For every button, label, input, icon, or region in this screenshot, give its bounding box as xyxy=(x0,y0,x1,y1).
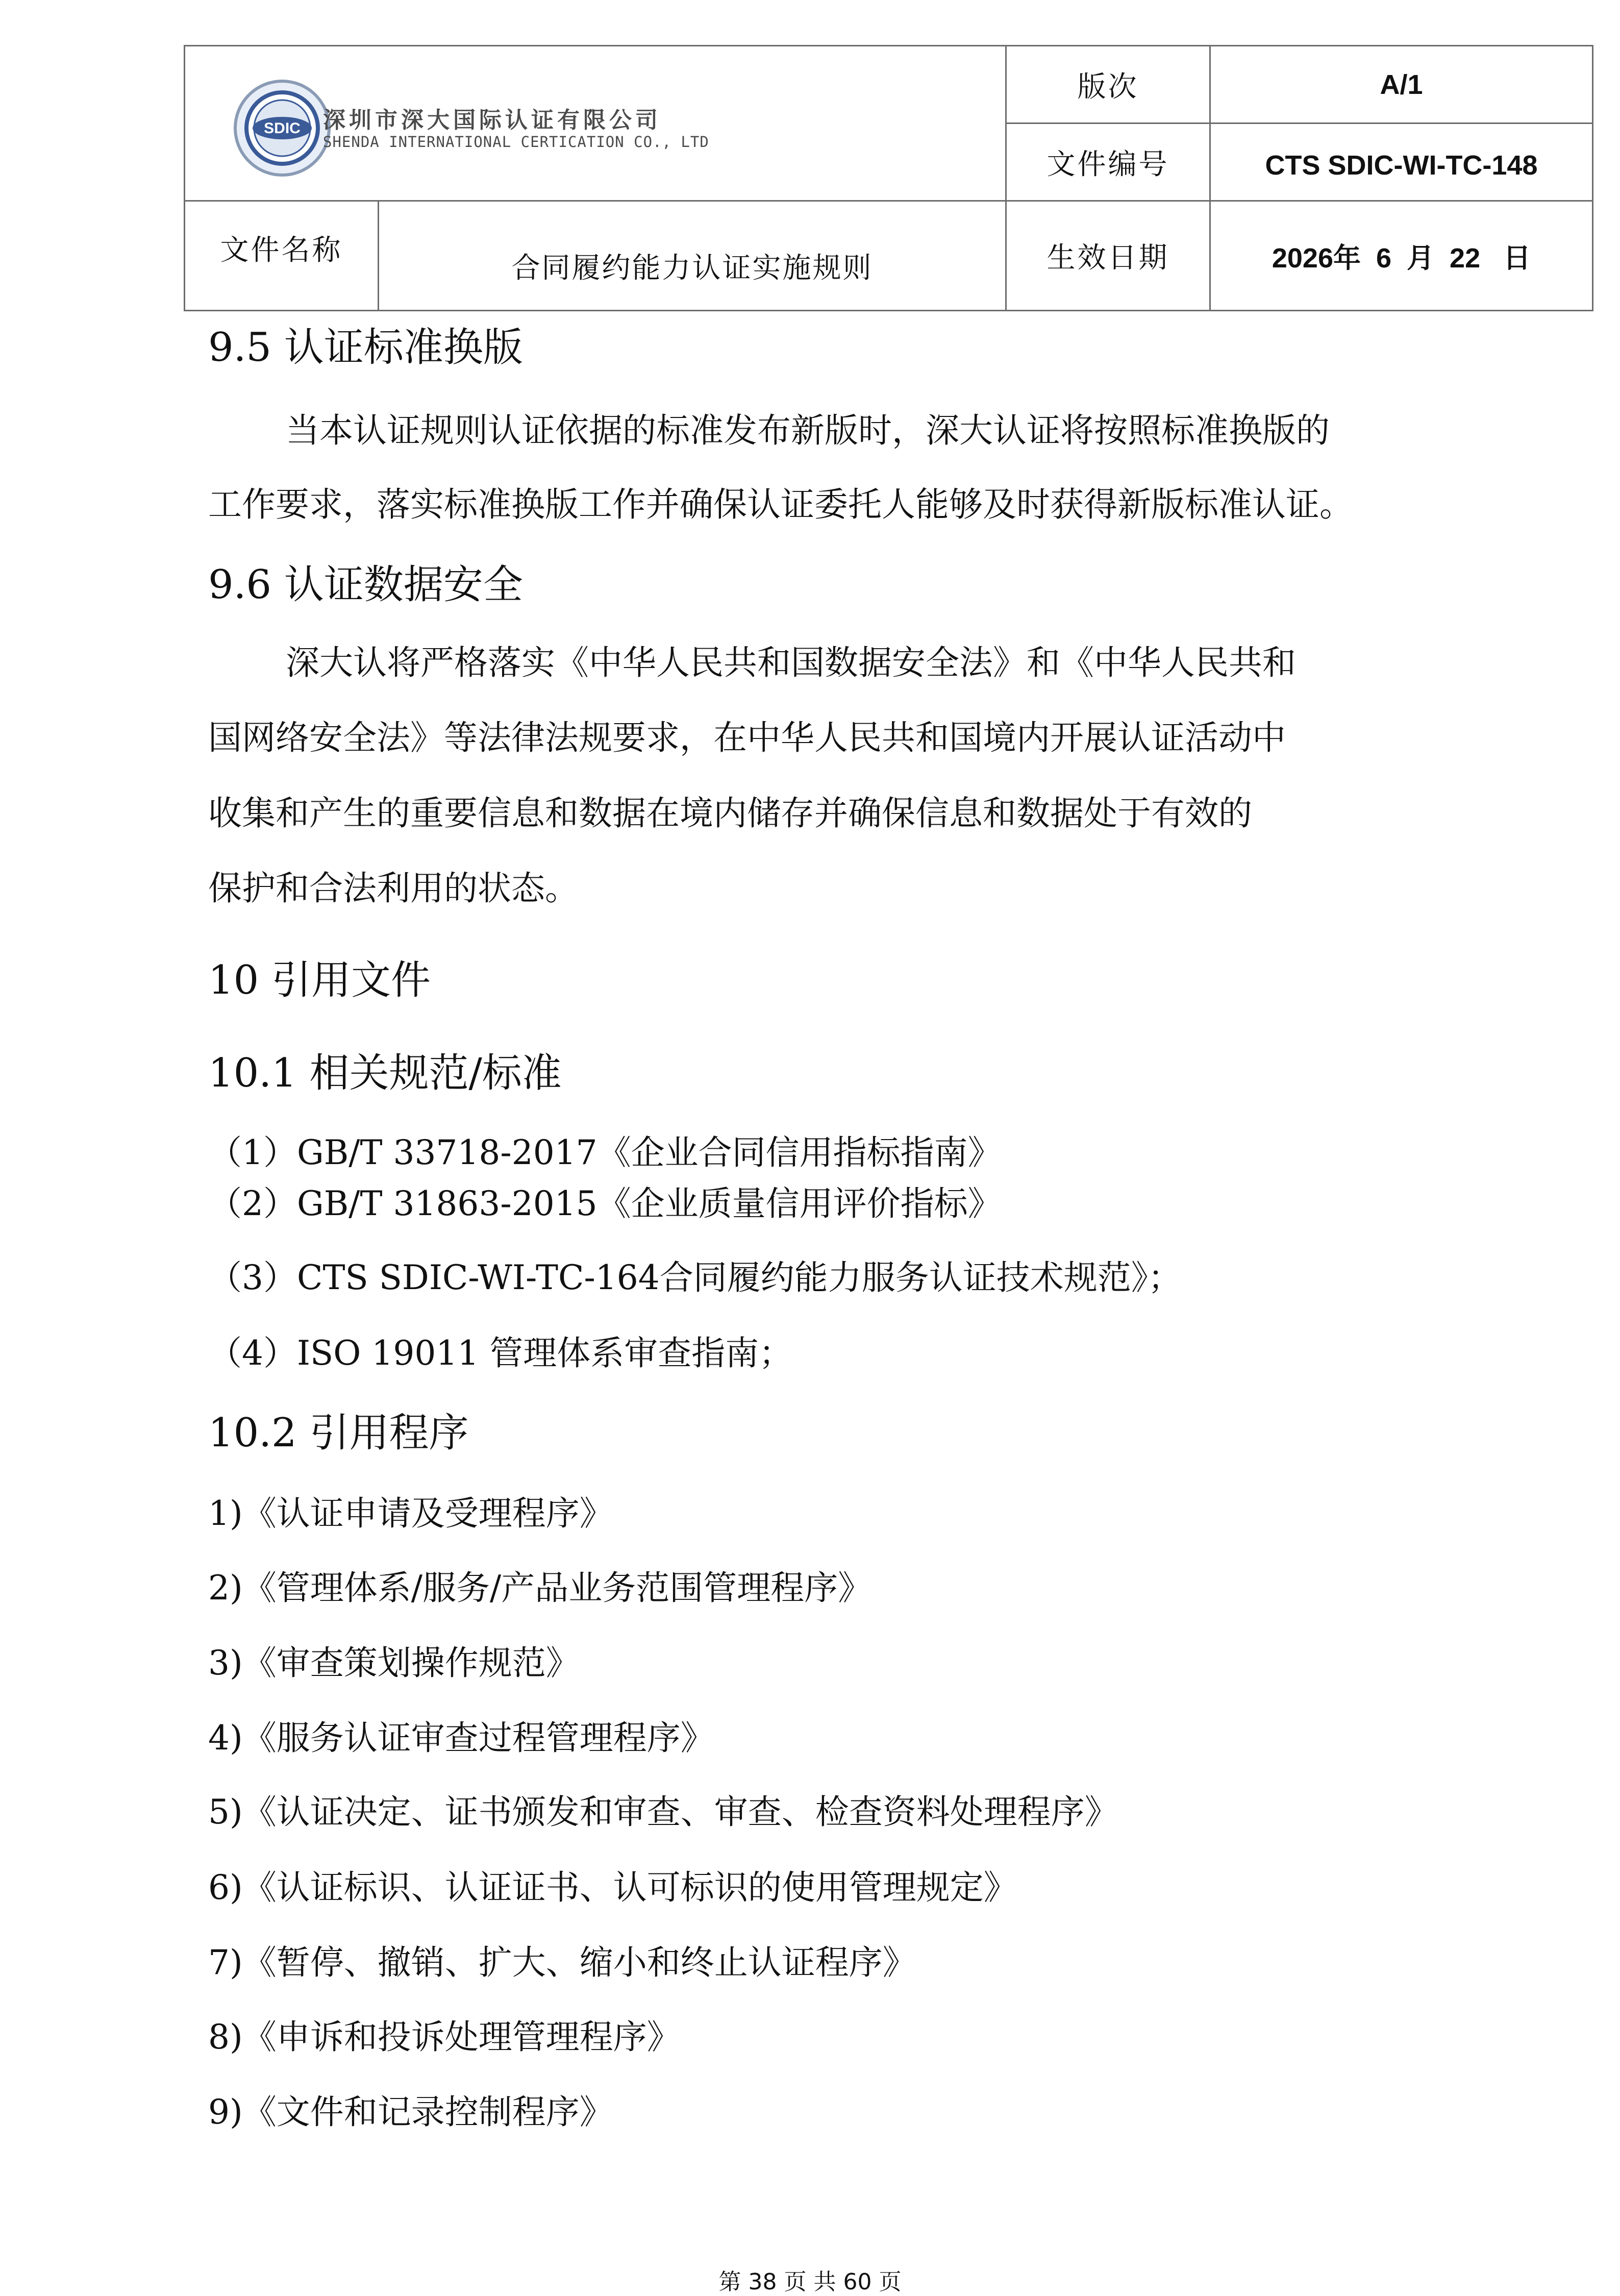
logo-sdic-text: SDIC xyxy=(264,120,301,137)
procedure-list-item: 2)《管理体系/服务/产品业务范围管理程序》 xyxy=(208,1568,872,1608)
procedure-list-item: 5)《认证决定、证书颁发和审查、审查、检查资料处理程序》 xyxy=(208,1792,1118,1832)
sdic-seal-icon xyxy=(231,77,333,179)
procedure-list-item: 1)《认证申请及受理程序》 xyxy=(208,1494,613,1533)
section-9-5-text-line: 工作要求，落实标准换版工作并确保认证委托人能够及时获得新版标准认证。 xyxy=(208,485,1353,524)
company-logo xyxy=(231,77,843,179)
section-10-2-heading: 10.2 引用程序 xyxy=(208,1410,469,1456)
section-9-6-text-line: 收集和产生的重要信息和数据在境内储存并确保信息和数据处于有效的 xyxy=(208,794,1252,833)
procedure-list-item: 8)《申诉和投诉处理管理程序》 xyxy=(208,2017,681,2057)
section-9-5-heading: 9.5 认证标准换版 xyxy=(208,325,523,371)
company-name-cn: 深圳市深大国际认证有限公司 xyxy=(323,107,661,133)
standard-list-item: （3）CTS SDIC-WI-TC-164合同履约能力服务认证技术规范》； xyxy=(208,1258,1182,1297)
section-10-1-heading: 10.1 相关规范/标准 xyxy=(208,1050,562,1096)
procedure-list-item: 7)《暂停、撤销、扩大、缩小和终止认证程序》 xyxy=(208,1943,916,1982)
doc-name-value: 合同履约能力认证实施规则 xyxy=(379,201,1006,311)
procedure-list-item: 3)《审查策划操作规范》 xyxy=(208,1643,580,1683)
doc-number-label: 文件编号 xyxy=(1006,124,1210,201)
section-10-heading: 10 引用文件 xyxy=(208,957,431,1003)
procedure-list-item: 6)《认证标识、认证证书、认可标识的使用管理规定》 xyxy=(208,1868,1017,1907)
effective-date-label: 生效日期 xyxy=(1006,201,1210,311)
section-9-6-text-line: 深大认将严格落实《中华人民共和国数据安全法》和《中华人民共和 xyxy=(286,643,1296,682)
standard-list-item: （2）GB/T 31863-2015《企业质量信用评价指标》 xyxy=(208,1184,1002,1223)
company-name-en: SHENDA INTERNATIONAL CERTICATION CO., LTD xyxy=(323,133,709,151)
version-label: 版次 xyxy=(1006,46,1210,124)
procedure-list-item: 4)《服务认证审查过程管理程序》 xyxy=(208,1718,714,1758)
standard-list-item: （1）GB/T 33718-2017《企业合同信用指标指南》 xyxy=(208,1133,1002,1172)
section-9-6-text-line: 保护和合法利用的状态。 xyxy=(208,869,579,908)
doc-name-label: 文件名称 xyxy=(185,201,379,311)
procedure-list-item: 9)《文件和记录控制程序》 xyxy=(208,2092,613,2132)
standard-list-item: （4）ISO 19011 管理体系审查指南； xyxy=(208,1334,793,1373)
company-logo-cell xyxy=(185,46,1006,201)
doc-number-value: CTS SDIC-WI-TC-148 xyxy=(1210,124,1593,201)
section-9-6-heading: 9.6 认证数据安全 xyxy=(208,562,523,608)
version-value: A/1 xyxy=(1210,46,1593,124)
section-9-6-text-line: 国网络安全法》等法律法规要求，在中华人民共和国境内开展认证活动中 xyxy=(208,718,1286,757)
page-number-footer: 第 38 页 共 60 页 xyxy=(718,2269,902,2295)
section-9-5-text-line: 当本认证规则认证依据的标准发布新版时，深大认证将按照标准换版的 xyxy=(286,411,1330,450)
document-header-table xyxy=(184,45,1593,311)
effective-date-value: 2026年 6 月 22 日 xyxy=(1210,201,1593,311)
